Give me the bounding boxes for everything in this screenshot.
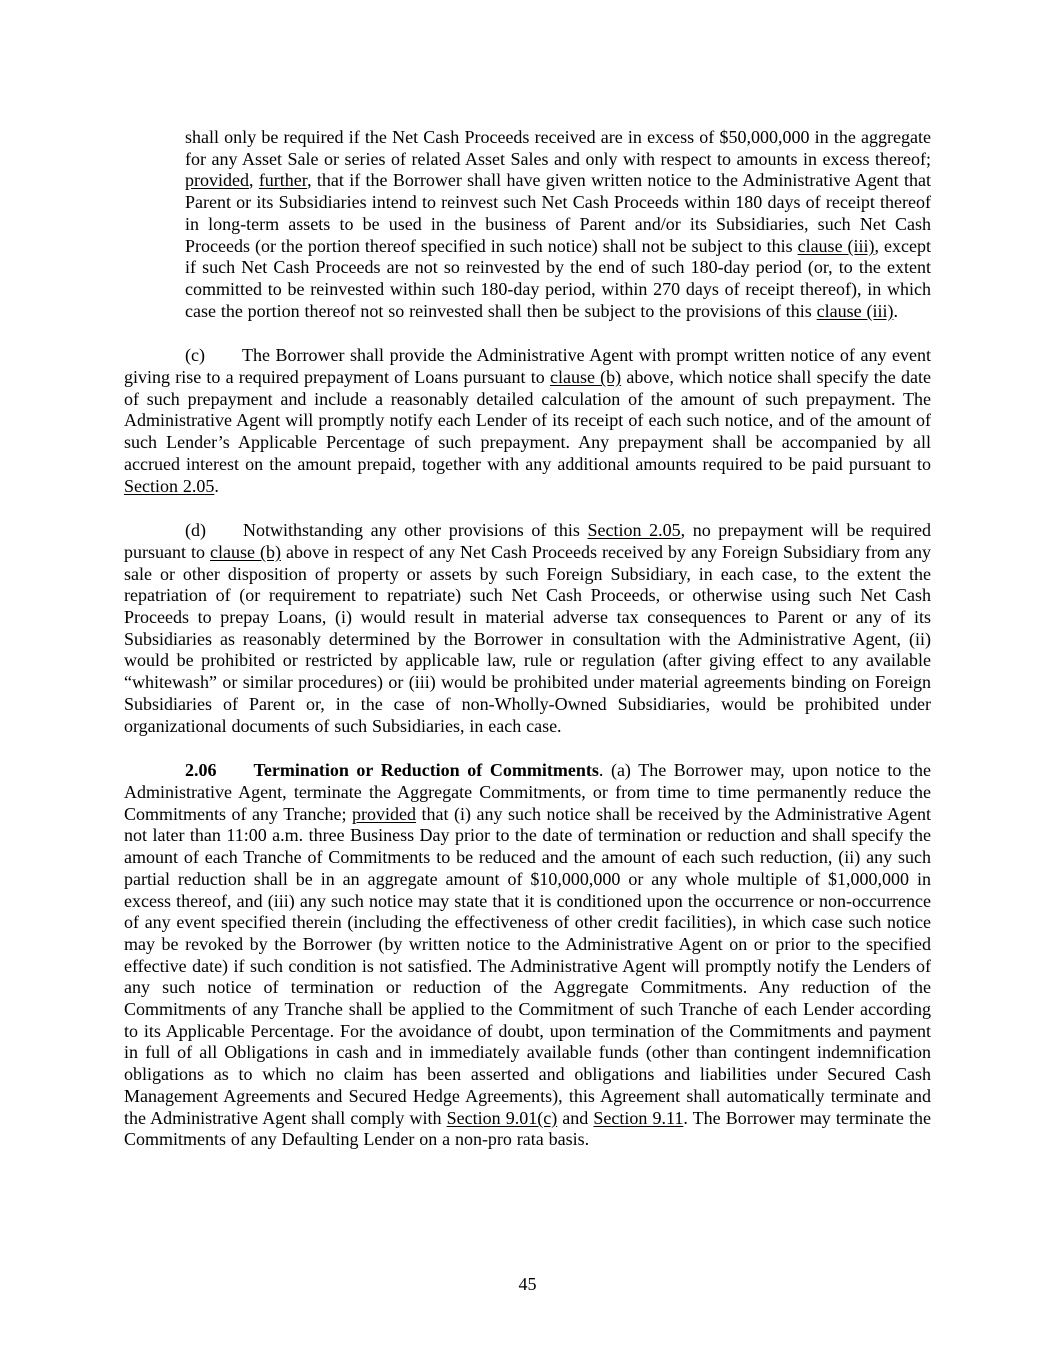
text-run: . (a) The Borrower may, upon notice to the Administrative Agent, terminate the Aggregate Commitments, or from time to time permanently reduce the Commitments of any Tranche;: [124, 760, 931, 824]
page-content: [124, 127, 931, 1151]
text-run: ,: [248, 170, 259, 191]
text-run: , that if the Borrower shall have given written notice to the Administrative Agent that Parent or its Subsidiaries intend to reinvest such Net Cash Proceeds within 180 days of receipt thereof in long-term assets to be used in the business of Parent and/or its Subsidiaries, such Net Cash Proceeds (or the portion thereof specified in such notice) shall not be subject to this: [185, 170, 931, 256]
text-run: Section 9.01(c): [446, 1107, 558, 1128]
text-run: , no prepayment will be required pursuant to: [124, 520, 932, 562]
paragraph-d: [124, 520, 931, 737]
text-run: above in respect of any Net Cash Proceeds received by any Foreign Subsidiary from any sale or other disposition of property or assets by such Foreign Subsidiary, in each case, to the extent the repatriation of (or requirement to repatriate) such Net Cash Proceeds, or otherwise using such Net Cash Proceeds to prepay Loans, (i) would result in material adverse tax consequences to Parent or any of its Subsidiaries as reasonably determined by the Borrower in consultation with the Administrative Agent, (ii) would be prohibited or restricted by applicable law, rule or regulation (after giving effect to any available “whitewash” or similar procedures) or (iii) would be prohibited under material agreements binding on Foreign Subsidiaries of Parent or, in the case of non-Wholly-Owned Subsidiaries, would be prohibited under organizational documents of such Subsidiaries, in each case.: [124, 541, 931, 736]
text-run: The Borrower shall provide the Administrative Agent with prompt written notice of any event giving rise to a required prepayment of Loans pursuant to: [124, 345, 931, 388]
page-number: 45: [518, 1274, 537, 1294]
text-run: Section 2.05: [124, 475, 215, 496]
text-run: clause (iii): [797, 235, 875, 256]
text-run: , except if such Net Cash Proceeds are not so reinvested by the end of such 180-day period (or, to the extent committed to be reinvested within such 180-day period, within 270 days of receipt thereof), in which case the portion thereof not so reinvested shall then be subject to the provisions of this: [185, 235, 931, 321]
text-run: Notwithstanding any other provisions of this: [243, 520, 588, 541]
paragraph-section-2-06: [124, 760, 931, 1151]
paragraph-clause-iii-continuation: [185, 127, 931, 322]
text-run: . The Borrower may terminate the Commitments of any Defaulting Lender on a non-pro rata basis.: [124, 1107, 931, 1150]
text-run: (c): [185, 345, 205, 366]
text-run: shall only be required if the Net Cash Proceeds received are in excess of $50,000,000 in the aggregate for any Asset Sale or series of related Asset Sales and only with respect to amounts in excess thereof;: [185, 127, 931, 169]
text-run: 2.06: [185, 760, 217, 781]
text-run: that (i) any such notice shall be received by the Administrative Agent not later than 11:00 a.m. three Business Day prior to the date of termination or reduction and shall specify the amount of each Tranche of Commitments to be reduced and the amount of each such reduction, (ii) any such partial reduction shall be in an aggregate amount of $10,000,000 or any whole multiple of $1,000,000 in excess thereof, and (iii) any such notice may state that it is conditioned upon the occurrence or non-occurrence of any event specified therein (including the effectiveness of other credit facilities), in which case such notice may be revoked by the Borrower (by written notice to the Administrative Agent on or prior to the specified effective date) if such condition is not satisfied. The Administrative Agent will promptly notify the Lenders of any such notice of termination or reduction of the Aggregate Commitments. Any reduction of the Commitments of any Tranche shall be applied to the Commitment of such Tranche of each Lender according to its Applicable Percentage. For the avoidance of doubt, upon termination of the Commitments and payment in full of all Obligations in cash and in immediately available funds (other than contingent indemnification obligations as to which no claim has been asserted and obligations and liabilities under Secured Cash Management Agreements and Secured Hedge Agreements), this Agreement shall automatically terminate and the Administrative Agent shall comply with: [124, 803, 931, 1128]
text-run: clause (iii): [816, 300, 894, 321]
text-run: (d): [185, 520, 206, 541]
text-run: and: [557, 1107, 594, 1128]
text-run: .: [214, 475, 219, 496]
text-run: above, which notice shall specify the date of such prepayment and include a reasonably detailed calculation of the amount of such prepayment. The Administrative Agent will promptly notify each Lender of its receipt of each such notice, and of the amount of such Lender’s Applicable Percentage of such prepayment. Any prepayment shall be accompanied by all accrued interest on the amount prepaid, together with any additional amounts required to be paid pursuant to: [124, 367, 931, 474]
text-run: clause (b): [210, 541, 281, 562]
text-run: provided: [185, 170, 249, 191]
text-run: provided: [352, 803, 417, 824]
paragraph-c: [124, 345, 931, 497]
text-run: Section 2.05: [587, 520, 681, 541]
text-run: clause (b): [549, 367, 622, 388]
text-run: .: [893, 300, 898, 321]
text-run: Section 9.11: [593, 1107, 684, 1128]
text-run: further: [258, 170, 308, 191]
text-run: Termination or Reduction of Commitments: [253, 760, 599, 781]
